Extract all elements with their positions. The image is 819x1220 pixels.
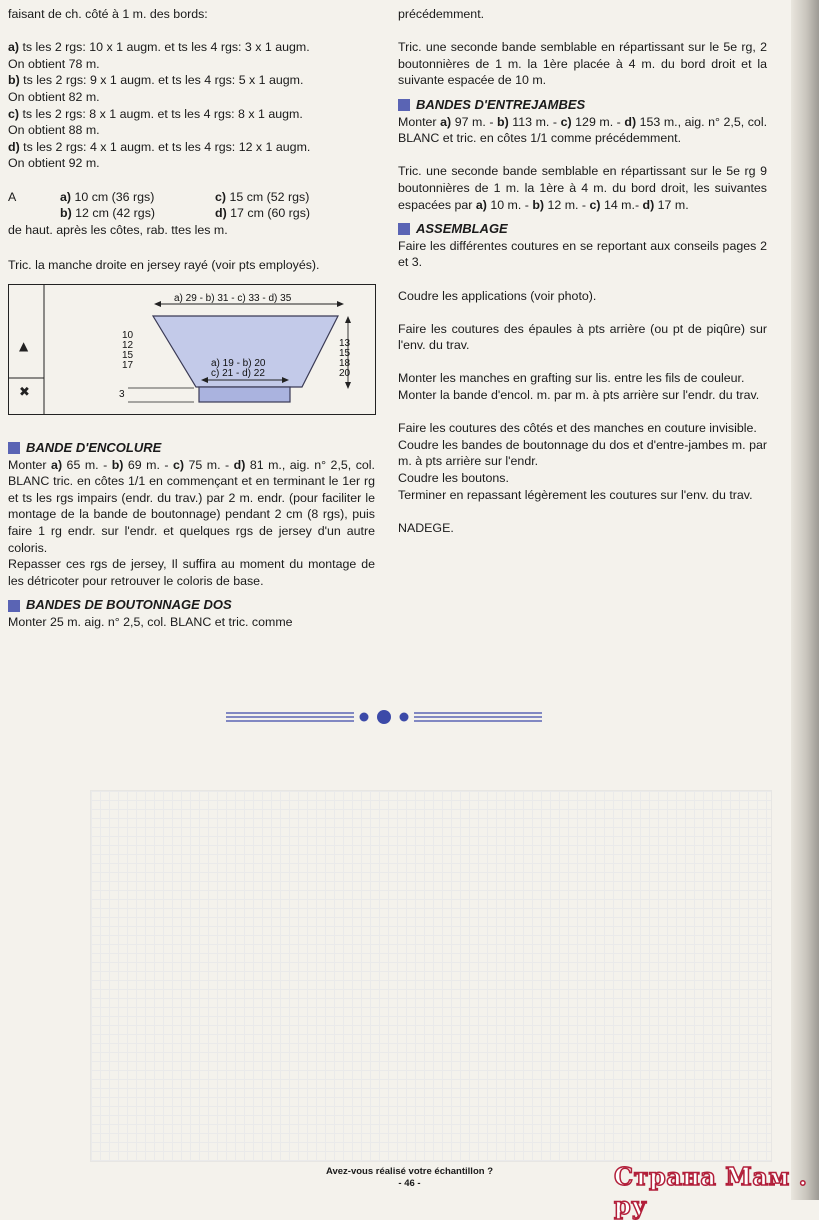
- text-line: On obtient 88 m.: [8, 123, 100, 138]
- text-line: a) ts les 2 rgs: 10 x 1 augm. et ts les 4 rgs: 3 x 1 augm.: [8, 40, 310, 55]
- paragraph: Monter les manches en grafting sur lis. entre les fils de couleur.: [398, 371, 745, 386]
- paragraph: Tric. une seconde bande semblable en répartissant sur le 5e rg 9 boutonnières de 1 m. la 1ère à 4 m. du bord droit, les suivantes espacées par a) 10 m. - b) 12 m. - c) 14 m.- d) 17 m.: [398, 164, 767, 212]
- left-column: [8, 6, 375, 274]
- square-bullet-icon: [398, 223, 410, 235]
- page-edge-shadow: [791, 0, 819, 1200]
- svg-text:18: 18: [339, 358, 351, 369]
- sleeve-diagram: [8, 284, 376, 415]
- svg-text:13: 13: [339, 338, 351, 349]
- paragraph: Coudre les bandes de boutonnage du dos et d'entre-jambes m. par m. à pts arrière sur l'endr.: [398, 437, 767, 469]
- svg-text:15: 15: [339, 348, 351, 359]
- text-line: de haut. après les côtes, rab. ttes les m.: [8, 222, 228, 237]
- svg-text:10: 10: [122, 330, 134, 341]
- decorative-divider: [226, 706, 542, 728]
- paragraph: Repasser ces rgs de jersey, Il suffira au moment du montage de les détricoter pour retrouver le coloris de base.: [8, 557, 375, 588]
- paragraph: Tric. une seconde bande semblable en répartissant sur le 5e rg, 2 boutonnières de 1 m. la 1ère placée à 4 m. du bord droit et la suivante espacée de 10 m.: [398, 40, 767, 88]
- square-bullet-icon: [8, 600, 20, 612]
- paragraph: Monter a) 65 m. - b) 69 m. - c) 75 m. - d) 81 m., aig. n° 2,5, col. BLANC tric. en côtes 1/1 en commençant et en terminant le 1er rg et ts les rgs impairs (endr. du trav.) par 2 m. endr. (pour faciliter le montage de la bande de boutonnage) pendant 2 cm (8 rgs), puis faire 1 rg endr. sur l'endr. et quelques rgs de jersey d'un autre coloris.: [8, 457, 375, 555]
- paragraph: Faire les coutures des côtés et des manches en couture invisible.: [398, 421, 757, 436]
- text-line: On obtient 92 m.: [8, 156, 100, 171]
- page-number: - 46 -: [398, 1178, 421, 1189]
- section-heading: BANDES D'ENTREJAMBES: [398, 97, 767, 114]
- right-height-labels: [339, 338, 351, 379]
- right-column: [398, 6, 767, 536]
- watermark-logo: Страна Мам . ру: [614, 1162, 808, 1220]
- svg-text:12: 12: [122, 340, 134, 351]
- text-line: c) ts les 2 rgs: 8 x 1 augm. et ts les 4 rgs: 8 x 1 augm.: [8, 106, 303, 121]
- text-line: précédemment.: [398, 7, 485, 21]
- paragraph: Coudre les boutons.: [398, 471, 509, 486]
- section-heading: BANDES DE BOUTONNAGE DOS: [8, 597, 375, 614]
- top-width-label: a) 29 - b) 31 - c) 33 - d) 35: [174, 293, 292, 304]
- svg-text:17: 17: [122, 360, 134, 371]
- left-height-labels: [122, 330, 134, 371]
- section-heading: BANDE D'ENCOLURE: [8, 440, 375, 457]
- paragraph: Coudre les applications (voir photo).: [398, 288, 597, 303]
- bottom-width-label-1: a) 19 - b) 20: [211, 358, 266, 369]
- paragraph: Monter 25 m. aig. n° 2,5, col. BLANC et tric. comme: [8, 614, 293, 629]
- show-through-chart-grid: [90, 790, 772, 1162]
- text-line: faisant de ch. côté à 1 m. des bords:: [8, 7, 208, 21]
- footer-question: Avez-vous réalisé votre échantillon ?: [325, 1166, 493, 1177]
- square-bullet-icon: [8, 442, 20, 454]
- paragraph: Terminer en repassant légèrement les coutures sur l'env. du trav.: [398, 487, 753, 502]
- square-bullet-icon: [398, 99, 410, 111]
- text-line: b) ts les 2 rgs: 9 x 1 augm. et ts les 4 rgs: 5 x 1 augm.: [8, 73, 304, 88]
- text-line: Tric. la manche droite en jersey rayé (voir pts employés).: [8, 257, 320, 272]
- cuff-shape: [199, 387, 290, 402]
- bottom-width-label-2: c) 21 - d) 22: [211, 368, 265, 379]
- section-heading: ASSEMBLAGE: [398, 221, 767, 238]
- left-column-lower: [8, 440, 375, 631]
- cuff-height-label: 3: [119, 389, 125, 400]
- label-a: A: [8, 189, 17, 204]
- text-line: On obtient 78 m.: [8, 56, 100, 71]
- paragraph: Monter la bande d'encol. m. par m. à pts arrière sur l'endr. du trav.: [398, 388, 760, 403]
- text-line: On obtient 82 m.: [8, 89, 100, 104]
- svg-text:20: 20: [339, 368, 351, 379]
- stripe-symbol-cross: ✖: [19, 385, 30, 400]
- paragraph: Faire les coutures des épaules à pts arrière (ou pt de piqûre) sur l'env. du trav.: [398, 321, 767, 353]
- stripe-symbol-triangle: ▲: [19, 339, 29, 353]
- paragraph: Monter a) 97 m. - b) 113 m. - c) 129 m. - d) 153 m., aig. n° 2,5, col. BLANC et tric. en côtes 1/1 comme précédemment.: [398, 114, 768, 146]
- paragraph: Faire les différentes coutures en se reportant aux conseils pages 2 et 3.: [398, 238, 767, 270]
- signature: NADEGE.: [398, 520, 454, 535]
- height-table: A a) 10 cm (36 rgs) c) 15 cm (52 rgs) b) 12 cm (42 rgs) d) 17 cm (60 rgs): [8, 189, 311, 221]
- svg-text:15: 15: [122, 350, 134, 361]
- text-line: d) ts les 2 rgs: 4 x 1 augm. et ts les 4 rgs: 12 x 1 augm.: [8, 139, 311, 154]
